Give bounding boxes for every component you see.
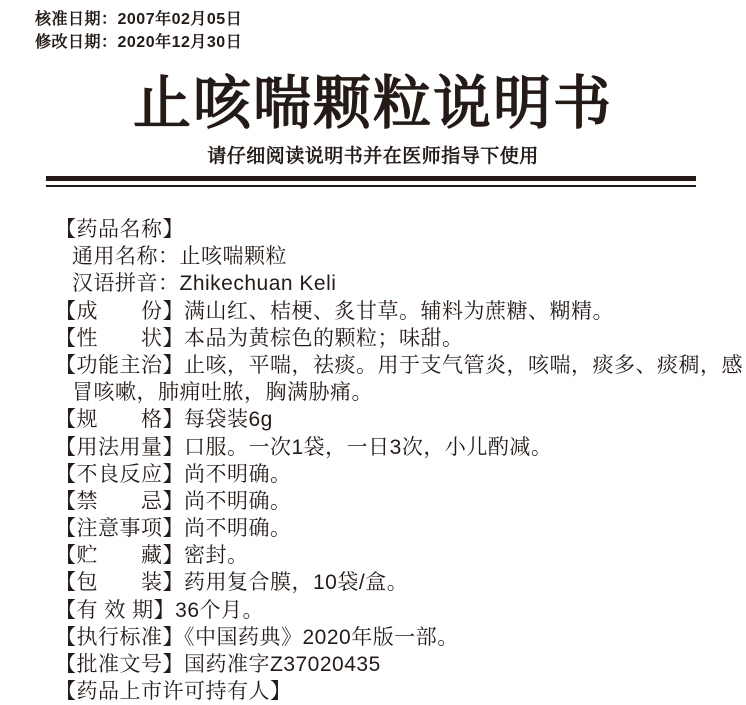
- section-label: 【包 装】: [55, 571, 184, 595]
- section-label: 【功能主治】: [55, 353, 184, 377]
- section-row: [55, 515, 740, 542]
- section-text: 每袋装6g: [184, 408, 273, 432]
- section-row: [55, 597, 740, 624]
- leaflet-body: [55, 216, 743, 705]
- section-label: 【成 份】: [55, 299, 184, 323]
- leaflet-title: 止咳喘颗粒说明书: [132, 71, 613, 136]
- section-label: 【注意事项】: [55, 517, 184, 541]
- section-text: 汉语拼音：Zhikechuan Keli: [72, 272, 337, 296]
- section-row: [55, 624, 740, 651]
- section-text: 尚不明确。: [184, 462, 292, 486]
- section-row: [55, 651, 740, 678]
- section-text: 密封。: [184, 544, 249, 568]
- section-row: [55, 270, 740, 297]
- section-label: 【规 格】: [55, 408, 184, 432]
- section-row: [55, 542, 740, 569]
- section-text: 口服。一次1袋，一日3次，小儿酌减。: [184, 435, 553, 459]
- section-label: 【批准文号】: [55, 653, 184, 676]
- section-row: [55, 216, 740, 243]
- section-label: 【执行标准】: [55, 625, 184, 649]
- divider-rule-thick: [46, 176, 696, 181]
- section-text: 通用名称：止咳喘颗粒: [72, 245, 287, 269]
- section-text: 尚不明确。: [184, 489, 292, 513]
- section-text: 止咳，平喘，祛痰。用于支气管炎，咳喘，痰多、痰稠，感: [184, 353, 743, 377]
- section-row: [55, 678, 740, 705]
- section-row: [55, 434, 740, 461]
- section-text: 满山红、桔梗、炙甘草。辅料为蔗糖、糊精。: [184, 299, 614, 323]
- section-text: 尚不明确。: [184, 517, 292, 541]
- section-label: 【药品名称】: [55, 218, 184, 241]
- section-text: 国药准字Z37020435: [184, 653, 381, 676]
- section-row: [55, 406, 740, 433]
- section-text: 《中国药典》2020年版一部。: [184, 625, 459, 649]
- section-text: 药用复合膜，10袋/盒。: [184, 571, 409, 595]
- section-label: 【有 效 期】: [55, 598, 176, 622]
- approval-date: 核准日期：2007年02月05日: [35, 11, 243, 28]
- section-row: [55, 325, 740, 352]
- section-label: 【不良反应】: [55, 462, 184, 486]
- section-row: [55, 488, 740, 515]
- section-label: 【用法用量】: [55, 435, 184, 459]
- section-row: [55, 298, 740, 325]
- section-text: 本品为黄棕色的颗粒；味甜。: [184, 326, 464, 350]
- divider-rule-thin: [46, 185, 696, 187]
- section-label: 【药品上市许可持有人】: [55, 680, 292, 704]
- section-row: [55, 569, 740, 596]
- section-row: [55, 352, 743, 379]
- leaflet-subtitle: 请仔细阅读说明书并在医师指导下使用: [207, 146, 539, 167]
- section-text: 冒咳嗽，肺痈吐脓，胸满胁痛。: [72, 381, 373, 405]
- section-row: [55, 461, 740, 488]
- modification-date: 修改日期：2020年12月30日: [35, 34, 243, 51]
- section-label: 【禁 忌】: [55, 489, 184, 513]
- section-text: 36个月。: [175, 598, 265, 622]
- section-row: [55, 243, 740, 270]
- section-label: 【贮 藏】: [55, 544, 184, 568]
- revision-dates: [35, 8, 242, 54]
- section-row: [55, 379, 740, 406]
- section-label: 【性 状】: [55, 326, 184, 350]
